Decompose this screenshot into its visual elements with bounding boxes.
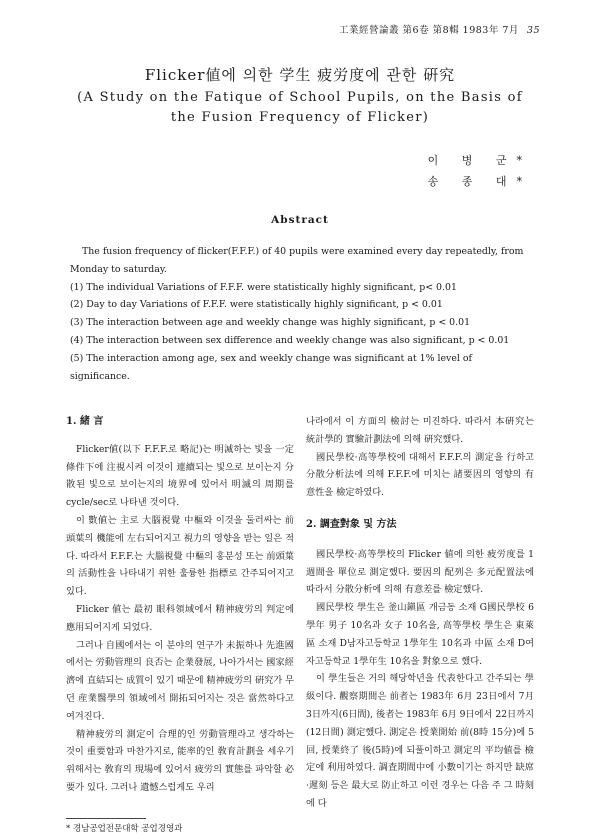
footnote: * 경남공업전문대학 공업경영과 — [66, 824, 183, 834]
abstract-item-2: (2) Day to day Variations of F.F.F. were statistically highly significant, p < 0.01 — [70, 299, 443, 311]
left-paragraph-1: Flicker値(以下 F.F.F.로 略記)는 明滅하는 빛을 一定條件下에 注視시켜 이것이 連續되는 빛으로 보이는지 分散된 빛으로 보이는지의 境界에 있어서 明滅의 周期를 cycle/sec로 나타낸 것이다. — [66, 443, 294, 509]
left-paragraph-5: 精神疲労의 測定이 合理的인 労動管理라고 생각하는 것이 重要함과 마찬가지로, 能率的인 敎育計劃을 세우기 위해서는 敎育의 現場에 있어서 疲労의 實態를 파악할 必要가 있다. 그러나 遺憾스럽게도 우리 — [66, 728, 294, 793]
footnote-divider — [66, 818, 146, 819]
right-paragraph-1: 國民學校·高等學校의 Flicker 値에 의한 疲労度를 1週間을 單位로 測定했다. 要因의 配列은 多元配置法에 따라서 分散分析에 의해 有意差를 檢定했다. — [306, 548, 534, 596]
title-english-line-2: the Fusion Frequency of Flicker) — [170, 110, 430, 125]
abstract-intro: The fusion frequency of flicker(F.F.F.) of 40 pupils were examined every day repeatedly, from Monday to saturday. — [70, 246, 524, 275]
title-english — [40, 88, 560, 128]
right-intro-paragraph-2: 國民學校·高等學校에 대해서 F.F.F.의 測定을 行하고 分散分析法에 의해 F.F.F.에 미치는 諸要因의 영향의 有意性을 檢定하였다. — [306, 451, 534, 499]
right-paragraph-3: 이 學生들은 거의 해당학년을 代表한다고 간주되는 學級이다. 觀察期間은 前者는 1983年 6月 23日에서 7月 3日까지(6日間), 後者는 1983年 6月 9日에서 22日까지(12日間) 測定했다. 測定은 授業開始 前(8時 15分)에 5回, 授業終了 後(5時)에 되풀이하고 測定의 平均値를 檢定에 利用하였다. 調査期間中에 小數이기는 하지만 缺席·遲刻 등은 最大로 防止하고 이런 경우는 다음 주 그 時刻에 다 — [306, 673, 534, 809]
abstract-item-3: (3) The interaction between age and weekly change was highly significant, p < 0.01 — [70, 317, 471, 329]
journal-info: 工業經營論叢 第6卷 第8輯 1983年 7月 — [339, 25, 519, 36]
title-korean: Flicker値에 의한 学生 疲労度에 관한 硏究 — [144, 66, 456, 84]
right-intro-paragraph-1: 나라에서 이 方面의 檢討는 미진하다. 따라서 本硏究는 統計學的 實驗計劃法에 의해 硏究했다. — [306, 416, 534, 445]
left-paragraph-4: 그러나 自國에서는 이 분야의 연구가 未振하나 先進國에서는 労動管理의 良否는 企業發展, 나아가서는 國家經濟에 直結되는 成質이 있기 때문에 精神疲労의 硏究가 무던 産業醫學의 領域에서 開拓되어지는 것은 當然하다고 여겨진다. — [66, 639, 295, 722]
author-2: 송 종 대* — [427, 175, 532, 188]
title-english-line-1: (A Study on the Fatique of School Pupils, on the Basis of — [77, 90, 523, 105]
section-heading-introduction: 1. 緒 言 — [66, 416, 104, 427]
left-column — [66, 413, 294, 797]
left-paragraph-3: Flicker 値는 最初 眼科領域에서 精神疲労의 判定에 應用되어지게 되었다. — [66, 603, 294, 633]
author-1: 이 병 군* — [427, 154, 532, 167]
right-paragraph-2: 國民學校 學生은 釜山鎭區 개금동 소재 G國民學校 6學年 男子 10名과 女子 10名을, 高等學校 學生은 東萊區 소재 D남자고등학교 1學年生 10名과 中區 소재 D여자고등학교 1學年生 10名을 對象으로 했다. — [306, 602, 534, 667]
abstract-body — [70, 243, 530, 385]
author-list — [428, 150, 532, 192]
left-paragraph-2: 이 數値는 主로 大腦視覺 中樞와 이것을 둘러싸는 前頭葉의 機能에 左右되어지고 視力의 영향을 받는 일은 적다. 따라서 F.F.F.는 大腦視覺 中樞의 홍분성 또는 前頭葉의 活動性을 나타내기 위한 훌륭한 指標로 간주되어지고 있다. — [66, 514, 294, 598]
running-header — [339, 22, 540, 36]
right-column — [306, 413, 534, 813]
section-heading-methods: 2. 調査對象 및 方法 — [306, 518, 397, 530]
abstract-item-5: (5) The interaction among age, sex and weekly change was significant at 1% level of significance. — [70, 352, 472, 382]
abstract-item-1: (1) The individual Variations of F.F.F. were statistically highly significant, p< 0.01 — [70, 281, 457, 293]
abstract-heading: Abstract — [271, 214, 329, 226]
abstract-item-4: (4) The interaction between sex difference and weekly change was also significant, p < 0.01 — [70, 334, 510, 346]
page-number: 35 — [526, 25, 540, 36]
